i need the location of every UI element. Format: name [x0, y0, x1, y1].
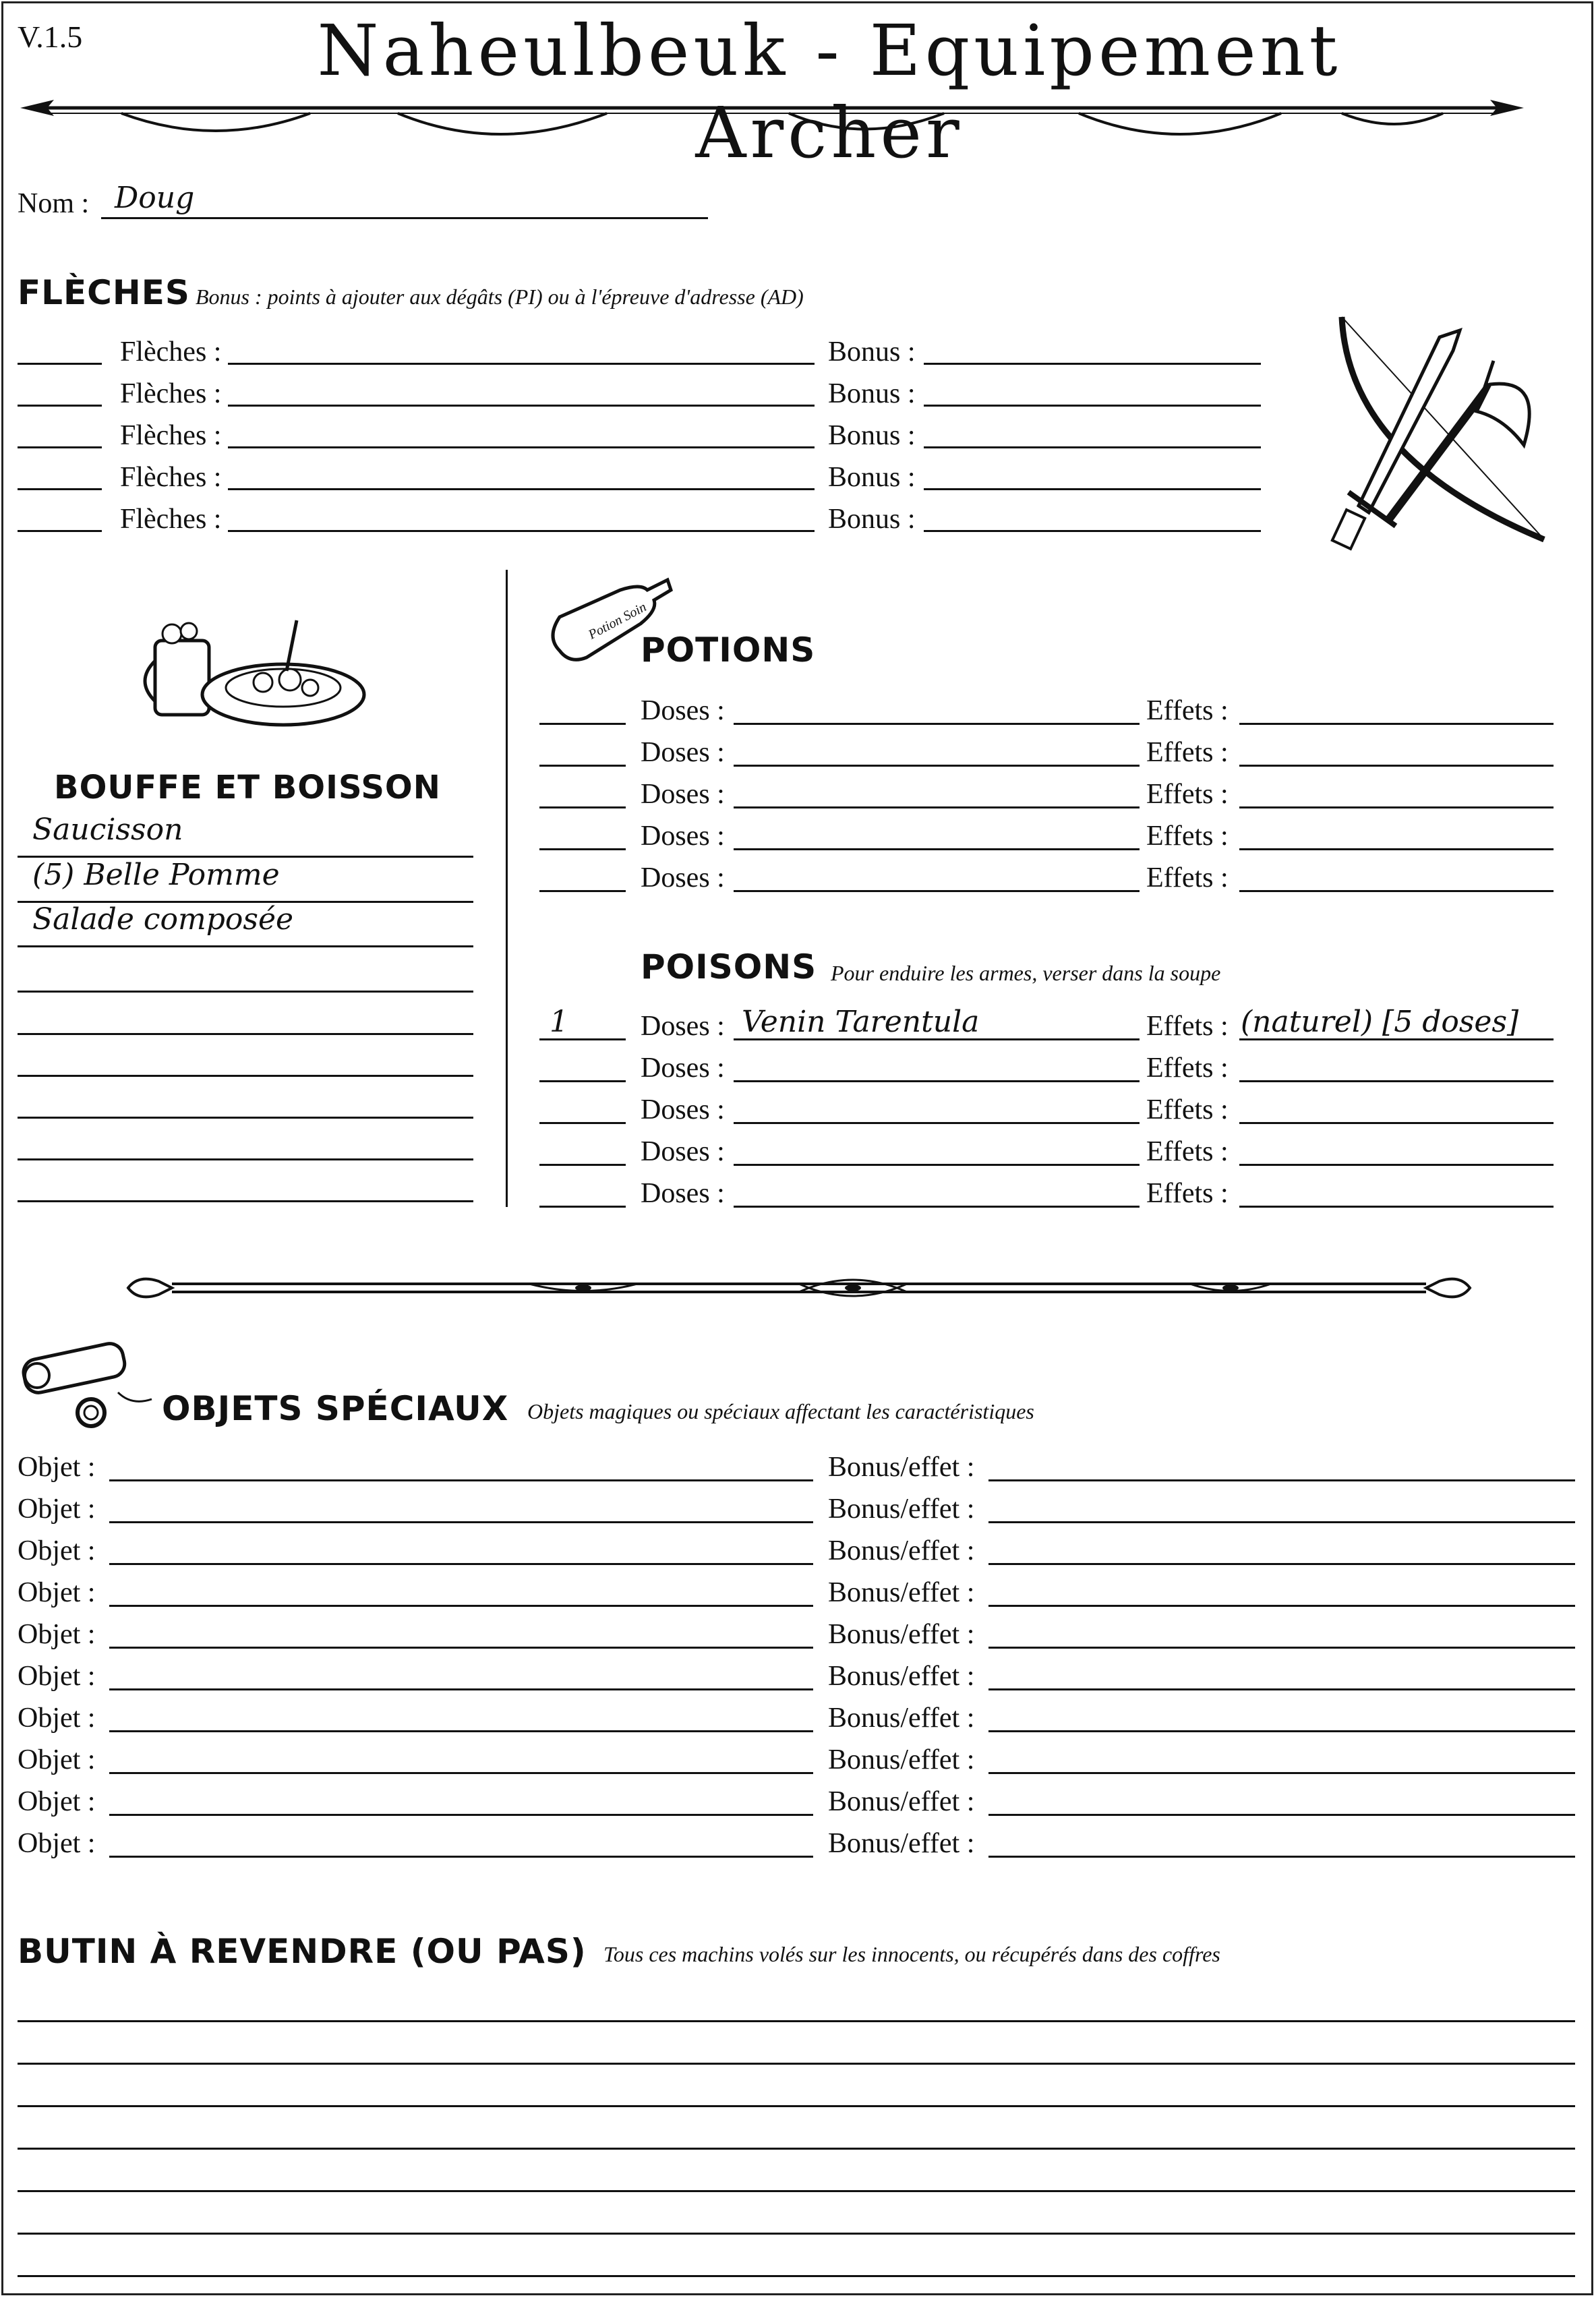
fleches-subtitle: Bonus : points à ajouter aux dégâts (PI) ou à l'épreuve d'adresse (AD) [196, 285, 804, 309]
poisons-doses-field[interactable]: Venin Tarentula [742, 1005, 980, 1039]
fleches-qty-line [18, 530, 102, 532]
poisons-doses-label: Doses : [641, 1094, 725, 1125]
butin-line [18, 2275, 1575, 2277]
fleches-heading: FLÈCHES [18, 273, 190, 312]
bouffe-item-line [18, 991, 473, 993]
fleches-name-line [228, 488, 815, 490]
objet-label: Objet : [18, 1494, 96, 1525]
objet-line [109, 1647, 813, 1649]
bouffe-item-line [18, 1075, 473, 1077]
objet-label: Objet : [18, 1703, 96, 1734]
potions-doses-label: Doses : [641, 862, 725, 893]
bouffe-item-line [18, 945, 473, 947]
bow-sword-axe-icon [1322, 310, 1578, 553]
potions-doses-line [734, 765, 1140, 767]
fleches-name-line [228, 446, 815, 448]
objet-line [109, 1688, 813, 1690]
objet-label: Objet : [18, 1828, 96, 1859]
potions-doses-label: Doses : [641, 737, 725, 768]
objet-bonus-label: Bonus/effet : [828, 1619, 975, 1650]
objet-label: Objet : [18, 1786, 96, 1817]
poisons-effets-line [1239, 1122, 1554, 1124]
fleches-bonus-label: Bonus : [828, 420, 916, 451]
fleches-qty-line [18, 446, 102, 448]
poisons-qty-line [539, 1122, 626, 1124]
objet-bonus-line [988, 1521, 1575, 1523]
butin-line [18, 2020, 1575, 2022]
poisons-doses-label: Doses : [641, 1178, 725, 1209]
objet-line [109, 1856, 813, 1858]
version-label: V.1.5 [18, 20, 83, 54]
arrow-divider-icon [13, 88, 1531, 148]
potions-doses-label: Doses : [641, 821, 725, 852]
fleches-bonus-label: Bonus : [828, 504, 916, 535]
bouffe-item-line [18, 1158, 473, 1160]
butin-subtitle: Tous ces machins volés sur les innocents, ou récupérés dans des coffres [603, 1942, 1220, 1966]
poisons-doses-line [734, 1206, 1140, 1208]
poisons-effets-label: Effets : [1146, 1011, 1229, 1042]
potions-effets-line [1239, 890, 1554, 892]
page-title: Naheulbeuk - Equipement Archer [317, 9, 1342, 174]
potions-effets-label: Effets : [1146, 695, 1229, 726]
objet-line [109, 1605, 813, 1607]
potions-effets-line [1239, 765, 1554, 767]
poisons-qty-line [539, 1080, 626, 1082]
column-separator [506, 570, 508, 1207]
fleches-row-label: Flèches : [120, 336, 222, 367]
butin-line [18, 2190, 1575, 2192]
poisons-effets-line [1239, 1164, 1554, 1166]
nom-value[interactable]: Doug [115, 181, 195, 215]
objet-bonus-line [988, 1563, 1575, 1565]
potions-doses-line [734, 723, 1140, 725]
bouffe-item[interactable]: (5) Belle Pomme [32, 858, 280, 892]
objet-label: Objet : [18, 1535, 96, 1566]
poisons-effets-line [1239, 1206, 1554, 1208]
potions-doses-label: Doses : [641, 779, 725, 810]
fleches-qty-line [18, 363, 102, 365]
potions-effets-label: Effets : [1146, 737, 1229, 768]
objet-bonus-line [988, 1730, 1575, 1732]
potions-effets-label: Effets : [1146, 821, 1229, 852]
objet-line [109, 1730, 813, 1732]
objet-line [109, 1814, 813, 1816]
objet-bonus-line [988, 1772, 1575, 1774]
fleches-bonus-line [924, 446, 1261, 448]
potions-effets-line [1239, 848, 1554, 850]
objet-bonus-label: Bonus/effet : [828, 1786, 975, 1817]
objet-bonus-label: Bonus/effet : [828, 1494, 975, 1525]
poisons-qty-line [539, 1206, 626, 1208]
potions-qty-line [539, 848, 626, 850]
potions-effets-label: Effets : [1146, 779, 1229, 810]
objets-heading: OBJETS SPÉCIAUX [162, 1389, 509, 1428]
poisons-heading: POISONS [641, 947, 817, 986]
poisons-qty-line [539, 1164, 626, 1166]
fleches-row-label: Flèches : [120, 378, 222, 409]
poisons-qty-field[interactable]: 1 [550, 1005, 568, 1039]
staff-divider-icon [125, 1261, 1473, 1315]
potions-doses-line [734, 806, 1140, 808]
objet-bonus-line [988, 1688, 1575, 1690]
bouffe-item[interactable]: Salade composée [32, 902, 294, 937]
fleches-bonus-line [924, 488, 1261, 490]
poisons-doses-line [734, 1122, 1140, 1124]
poisons-effets-label: Effets : [1146, 1136, 1229, 1167]
poisons-subtitle: Pour enduire les armes, verser dans la soupe [831, 961, 1221, 985]
potions-qty-line [539, 890, 626, 892]
objet-bonus-label: Bonus/effet : [828, 1452, 975, 1483]
bouffe-item[interactable]: Saucisson [32, 813, 183, 847]
fleches-name-line [228, 530, 815, 532]
svg-text:Potion Soin: Potion Soin [586, 599, 649, 643]
poisons-doses-label: Doses : [641, 1011, 725, 1042]
objet-bonus-line [988, 1479, 1575, 1481]
potions-doses-line [734, 890, 1140, 892]
fleches-row-label: Flèches : [120, 462, 222, 493]
butin-line [18, 2063, 1575, 2065]
fleches-name-line [228, 405, 815, 407]
fleches-row-label: Flèches : [120, 504, 222, 535]
fleches-qty-line [18, 488, 102, 490]
poisons-doses-label: Doses : [641, 1136, 725, 1167]
poisons-effets-label: Effets : [1146, 1178, 1229, 1209]
objet-bonus-line [988, 1856, 1575, 1858]
poisons-effets-field[interactable]: (naturel) [5 doses] [1241, 1005, 1519, 1039]
potions-heading: POTIONS [641, 630, 816, 670]
scroll-ring-icon [17, 1338, 158, 1433]
food-drink-icon [142, 607, 371, 742]
potions-doses-label: Doses : [641, 695, 725, 726]
objet-line [109, 1772, 813, 1774]
fleches-bonus-line [924, 405, 1261, 407]
objet-label: Objet : [18, 1744, 96, 1775]
butin-line [18, 2105, 1575, 2107]
objet-line [109, 1479, 813, 1481]
bouffe-item-line [18, 1033, 473, 1035]
potions-qty-line [539, 723, 626, 725]
fleches-row-label: Flèches : [120, 420, 222, 451]
objet-label: Objet : [18, 1577, 96, 1608]
objet-label: Objet : [18, 1452, 96, 1483]
objet-bonus-label: Bonus/effet : [828, 1661, 975, 1692]
potions-effets-line [1239, 806, 1554, 808]
poisons-effets-line [1239, 1080, 1554, 1082]
objet-bonus-line [988, 1605, 1575, 1607]
fleches-bonus-label: Bonus : [828, 378, 916, 409]
poisons-effets-label: Effets : [1146, 1053, 1229, 1084]
objets-subtitle: Objets magiques ou spéciaux affectant les caractéristiques [527, 1399, 1034, 1423]
potions-effets-label: Effets : [1146, 862, 1229, 893]
potions-doses-line [734, 848, 1140, 850]
poisons-doses-line [734, 1080, 1140, 1082]
bouffe-item-line [18, 1117, 473, 1119]
poisons-doses-label: Doses : [641, 1053, 725, 1084]
bouffe-item-line [18, 1200, 473, 1202]
fleches-qty-line [18, 405, 102, 407]
potions-qty-line [539, 765, 626, 767]
butin-heading: BUTIN À REVENDRE (OU PAS) [18, 1932, 587, 1971]
potions-effets-line [1239, 723, 1554, 725]
objet-line [109, 1563, 813, 1565]
nom-label: Nom : [18, 188, 90, 219]
fleches-bonus-label: Bonus : [828, 336, 916, 367]
fleches-bonus-line [924, 363, 1261, 365]
objet-label: Objet : [18, 1619, 96, 1650]
poisons-effets-label: Effets : [1146, 1094, 1229, 1125]
bouffe-heading: BOUFFE ET BOISSON [54, 769, 441, 806]
fleches-name-line [228, 363, 815, 365]
objet-bonus-label: Bonus/effet : [828, 1744, 975, 1775]
butin-line [18, 2233, 1575, 2235]
butin-line [18, 2148, 1575, 2150]
objet-line [109, 1521, 813, 1523]
poisons-doses-line [734, 1164, 1140, 1166]
fleches-bonus-label: Bonus : [828, 462, 916, 493]
objet-bonus-label: Bonus/effet : [828, 1828, 975, 1859]
objet-bonus-line [988, 1814, 1575, 1816]
objet-bonus-label: Bonus/effet : [828, 1535, 975, 1566]
objet-bonus-label: Bonus/effet : [828, 1703, 975, 1734]
objet-bonus-label: Bonus/effet : [828, 1577, 975, 1608]
nom-underline [101, 217, 708, 219]
objet-bonus-line [988, 1647, 1575, 1649]
objet-label: Objet : [18, 1661, 96, 1692]
potions-qty-line [539, 806, 626, 808]
fleches-bonus-line [924, 530, 1261, 532]
